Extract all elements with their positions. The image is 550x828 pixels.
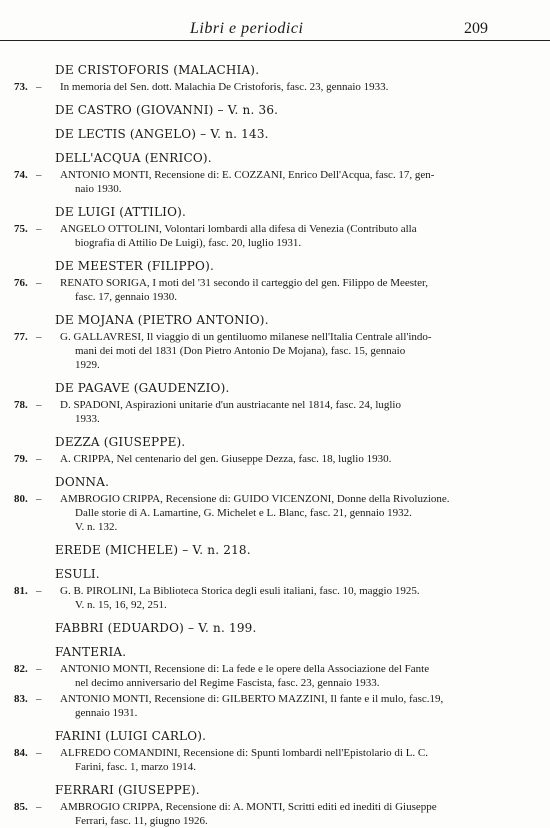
index-heading: DE MOJANA (PIETRO ANTONIO). (55, 313, 269, 327)
entry-dash: – (36, 81, 42, 93)
entry-text (60, 692, 512, 720)
page-number: 209 (464, 20, 488, 37)
entry-number: 76. (14, 277, 28, 289)
entry-number: 82. (14, 663, 28, 675)
index-entry (0, 222, 550, 250)
entry-text (60, 168, 512, 196)
entry-line: ANTONIO MONTI, Recensione di: GILBERTO MAZZINI, Il fante e il mulo, fasc.19, (60, 693, 444, 705)
entry-text (60, 330, 512, 372)
page-header (0, 20, 550, 41)
entry-line: Farini, fasc. 1, marzo 1914. (75, 761, 196, 773)
entry-text (60, 492, 512, 534)
entry-dash: – (36, 747, 42, 759)
index-entry (0, 452, 550, 466)
entry-dash: – (36, 277, 42, 289)
entry-number: 77. (14, 331, 28, 343)
index-entry (0, 662, 550, 690)
index-heading: EREDE (MICHELE) – V. n. 218. (55, 543, 251, 557)
entry-number: 78. (14, 399, 28, 411)
index-heading: FANTERIA. (55, 645, 127, 659)
entry-line: G. B. PIROLINI, La Biblioteca Storica degli esuli italiani, fasc. 10, maggio 1925. (60, 585, 420, 597)
index-heading: DEZZA (GIUSEPPE). (55, 435, 186, 449)
entry-text (60, 800, 512, 828)
entry-dash: – (36, 801, 42, 813)
index-entry (0, 80, 550, 94)
index-heading: DE CRISTOFORIS (MALACHIA). (55, 63, 260, 77)
entry-number: 81. (14, 585, 28, 597)
entry-line: ANTONIO MONTI, Recensione di: E. COZZANI, Enrico Dell'Acqua, fasc. 17, gen- (60, 169, 435, 181)
entry-line: V. n. 132. (75, 521, 118, 533)
index-entry (0, 492, 550, 534)
entry-line: RENATO SORIGA, I moti del '31 secondo il carteggio del gen. Filippo de Meester, (60, 277, 428, 289)
index-entry (0, 746, 550, 774)
entry-line: G. GALLAVRESI, Il viaggio di un gentiluomo milanese nell'Italia Centrale all'indo- (60, 331, 432, 343)
entry-number: 80. (14, 493, 28, 505)
entry-line: AMBROGIO CRIPPA, Recensione di: A. MONTI, Scritti editi ed inediti di Giuseppe (60, 801, 437, 813)
index-entry (0, 168, 550, 196)
index-entry (0, 692, 550, 720)
entry-number: 83. (14, 693, 28, 705)
entry-number: 84. (14, 747, 28, 759)
entry-line: Ferrari, fasc. 11, giugno 1926. (75, 815, 208, 827)
index-entry (0, 398, 550, 426)
entry-line: ANGELO OTTOLINI, Volontari lombardi alla difesa di Venezia (Contributo alla (60, 223, 417, 235)
entry-text (60, 398, 512, 426)
entry-number: 79. (14, 453, 28, 465)
entry-text (60, 276, 512, 304)
entry-text (60, 746, 512, 774)
entry-dash: – (36, 399, 42, 411)
entry-dash: – (36, 693, 42, 705)
entry-line: Dalle storie di A. Lamartine, G. Michelet e L. Blanc, fasc. 21, gennaio 1932. (75, 507, 412, 519)
index-heading: FARINI (LUIGI CARLO). (55, 729, 207, 743)
entry-line: AMBROGIO CRIPPA, Recensione di: GUIDO VICENZONI, Donne della Rivoluzione. (60, 493, 450, 505)
index-entry (0, 276, 550, 304)
index-heading: DELL'ACQUA (ENRICO). (55, 151, 212, 165)
index-heading: FERRARI (GIUSEPPE). (55, 783, 200, 797)
index-heading: DONNA. (55, 475, 110, 489)
entry-text (60, 584, 512, 612)
entry-line: ANTONIO MONTI, Recensione di: La fede e le opere della Associazione del Fante (60, 663, 430, 675)
entry-number: 85. (14, 801, 28, 813)
index-entry (0, 800, 550, 828)
index-heading: FABBRI (EDUARDO) – V. n. 199. (55, 621, 257, 635)
entry-line: A. CRIPPA, Nel centenario del gen. Giuseppe Dezza, fasc. 18, luglio 1930. (60, 453, 392, 465)
entry-text (60, 80, 512, 94)
index-heading: DE PAGAVE (GAUDENZIO). (55, 381, 230, 395)
entry-line: 1933. (75, 413, 100, 425)
entry-dash: – (36, 169, 42, 181)
entry-line: mani dei moti del 1831 (Don Pietro Antonio De Mojana), fasc. 15, gennaio (75, 345, 406, 357)
entry-line: ALFREDO COMANDINI, Recensione di: Spunti lombardi nell'Epistolario di L. C. (60, 747, 429, 759)
entry-line: V. n. 15, 16, 92, 251. (75, 599, 167, 611)
entry-line: nel decimo anniversario del Regime Fascista, fasc. 23, gennaio 1933. (75, 677, 380, 689)
entry-line: D. SPADONI, Aspirazioni unitarie d'un austriacante nel 1814, fasc. 24, luglio (60, 399, 401, 411)
entry-line: 1929. (75, 359, 100, 371)
entry-text (60, 662, 512, 690)
entry-dash: – (36, 453, 42, 465)
index-heading: DE MEESTER (FILIPPO). (55, 259, 214, 273)
index-heading: DE CASTRO (GIOVANNI) – V. n. 36. (55, 103, 279, 117)
entry-number: 74. (14, 169, 28, 181)
index-heading: DE LUIGI (ATTILIO). (55, 205, 187, 219)
index-entry (0, 584, 550, 612)
index-heading: ESULI. (55, 567, 100, 581)
running-title: Libri e periodici (190, 20, 304, 37)
entry-dash: – (36, 663, 42, 675)
index-content (0, 62, 550, 828)
entry-line: biografia di Attilio De Luigi), fasc. 20, luglio 1931. (75, 237, 302, 249)
entry-line: fasc. 17, gennaio 1930. (75, 291, 178, 303)
entry-dash: – (36, 493, 42, 505)
entry-line: gennaio 1931. (75, 707, 138, 719)
entry-dash: – (36, 585, 42, 597)
entry-dash: – (36, 223, 42, 235)
entry-text (60, 222, 512, 250)
entry-number: 73. (14, 81, 28, 93)
entry-number: 75. (14, 223, 28, 235)
entry-dash: – (36, 331, 42, 343)
index-entry (0, 330, 550, 372)
entry-text (60, 452, 512, 466)
entry-line: In memoria del Sen. dott. Malachia De Cristoforis, fasc. 23, gennaio 1933. (60, 81, 389, 93)
index-heading: DE LECTIS (ANGELO) – V. n. 143. (55, 127, 269, 141)
entry-line: naio 1930. (75, 183, 122, 195)
